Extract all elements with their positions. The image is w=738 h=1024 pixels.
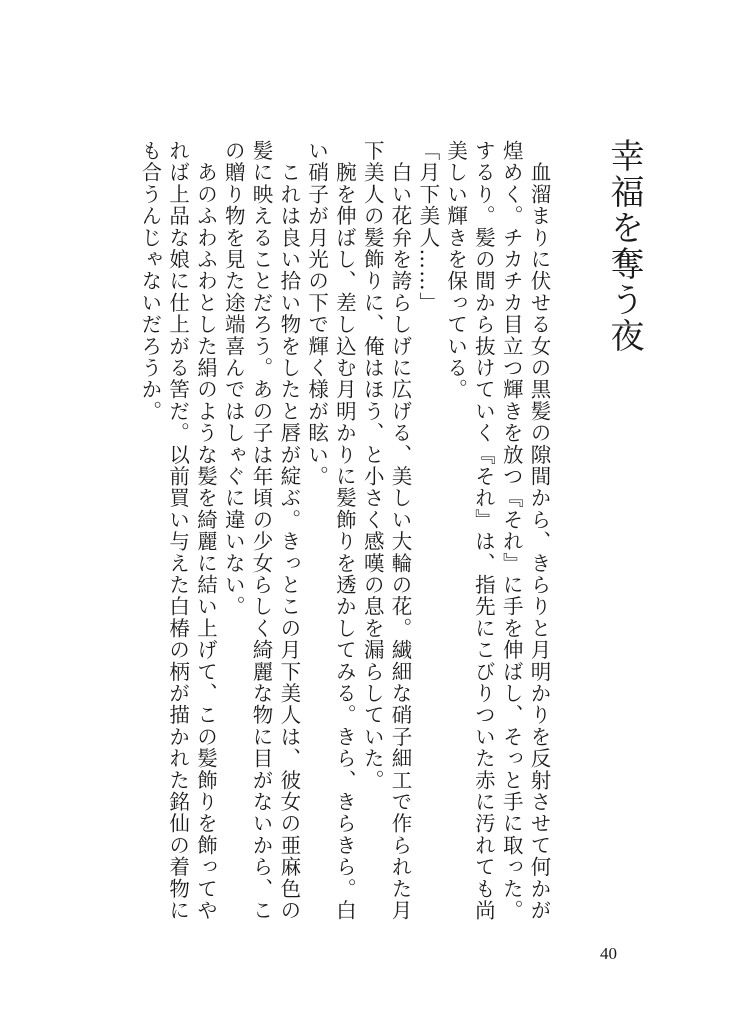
paragraph: これは良い拾い物をしたと唇が綻ぶ。きっとこの月下美人は、彼女の亜麻色の髪に映えることだろう。あの子は年頃の少女らしく綺麗な物に目がないから、この贈り物を見た途端喜んではしゃぐに違いない。 — [221, 140, 301, 922]
chapter-title: 幸福を奪う夜 — [604, 138, 644, 354]
paragraph: 白い花弁を誇らしげに広げる、美しい大輪の花。繊細な硝子細工で作られた月下美人の髪飾りに、俺はほう、と小さく感嘆の息を漏らしていた。 — [360, 140, 413, 922]
paragraph: 「月下美人……」 — [415, 140, 440, 314]
page-number: 40 — [600, 944, 617, 963]
paragraph: 血溜まりに伏せる女の黒髪の隙間から、きらりと月明かりを反射させて何かが煌めく。チカチカ目立つ輝きを放つ『それ』に手を伸ばし、そっと手に取った。 — [499, 140, 551, 922]
body-text — [137, 140, 552, 930]
paragraph: あのふわふわとした絹のような髪を綺麗に結い上げて、この髪飾りを飾ってやれば上品な娘に仕上がる筈だ。以前買い与えた白椿の柄が描かれた銘仙の着物にも合うんじゃないだろうか。 — [137, 140, 218, 922]
paragraph: 腕を伸ばし、差し込む月明かりに髪飾りを透かしてみる。きら、きらきら。白い硝子が月光の下で輝く様が眩い。 — [304, 140, 357, 922]
paragraph: するり。髪の間から抜けていく『それ』は、指先にこびりついた赤に汚れても尚美しい輝きを保っている。 — [443, 140, 496, 922]
